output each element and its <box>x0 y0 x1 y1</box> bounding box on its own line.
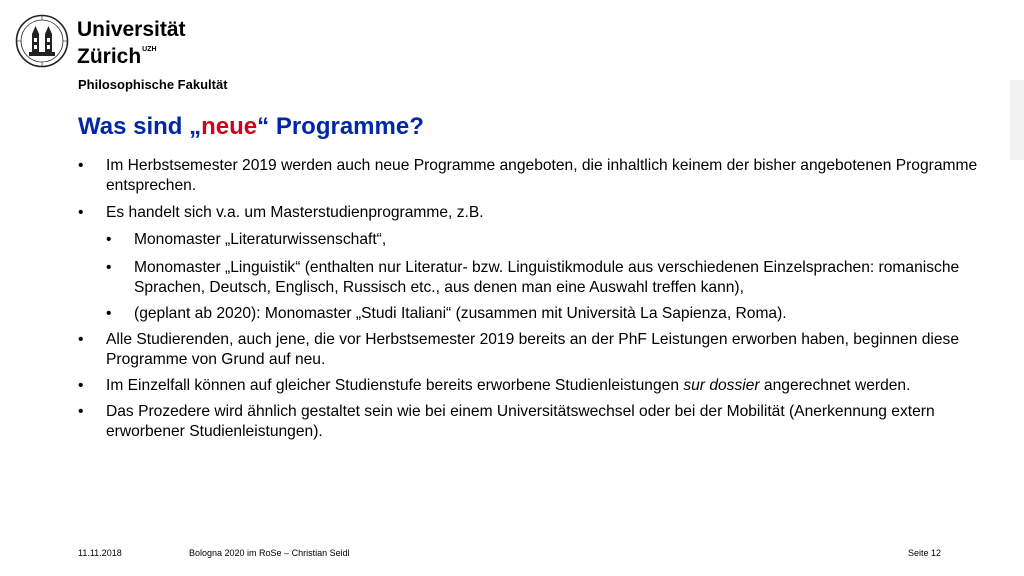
list-item <box>78 156 988 196</box>
list-item-text-italic: sur dossier <box>683 377 760 394</box>
list-item-text-part: angerechnet werden. <box>759 377 911 394</box>
bullet-marker: • <box>78 377 84 394</box>
list-item <box>78 376 988 396</box>
list-item <box>78 304 988 324</box>
list-item-text: Das Prozedere wird ähnlich gestaltet sein wie bei einem Universitätswechsel oder bei der Mobilität (Anerkennung extern erworbener Studienleistungen). <box>106 403 935 440</box>
list-item-text <box>106 376 988 396</box>
university-seal-icon <box>15 14 69 68</box>
list-item <box>78 230 988 250</box>
university-abbrev: UZH <box>142 46 157 53</box>
footer-page-number: Seite 12 <box>908 548 942 558</box>
bullet-marker: • <box>78 204 84 221</box>
bullet-marker: • <box>106 305 112 322</box>
list-item-text: Im Herbstsemester 2019 werden auch neue Programme angeboten, die inhaltlich keinem der bisher angebotenen Programme entsprechen. <box>106 157 978 194</box>
university-city <box>77 42 157 69</box>
list-item-text: (geplant ab 2020): Monomaster „Studi Italiani“ (zusammen mit Università La Sapienza, Roma). <box>134 305 787 322</box>
list-item-text: Alle Studierenden, auch jene, die vor Herbstsemester 2019 bereits an der PhF Leistungen erworben haben, beginnen diese Programme von Grund auf neu. <box>106 331 960 368</box>
list-item-text: Monomaster „Literaturwissenschaft“, <box>134 231 387 248</box>
bullet-marker: • <box>106 259 112 276</box>
list-item-text: Monomaster „Linguistik“ (enthalten nur Literatur- bzw. Linguistikmodule aus verschiedenen Einzelsprachen: romanische Sprachen, Deutsch, Englisch, Russisch etc., aus denen man eine Auswahl treffen kann), <box>134 259 960 296</box>
list-item-text-part: Im Einzelfall können auf gleicher Studienstufe bereits erworbene Studienleistungen <box>106 377 684 394</box>
footer-title: Bologna 2020 im RoSe – Christian Seidl <box>189 548 350 558</box>
list-item <box>78 203 988 223</box>
list-item <box>78 330 988 370</box>
uzh-logo <box>15 14 186 70</box>
university-city-text: Zürich <box>77 45 142 68</box>
bullet-marker: • <box>78 403 84 420</box>
list-item <box>78 258 988 298</box>
slide-title <box>78 113 424 141</box>
faculty-name: Philosophische Fakultät <box>78 77 228 92</box>
footer-date: 11.11.2018 <box>78 548 122 558</box>
university-name: Universität <box>77 18 186 41</box>
list-item-text: Es handelt sich v.a. um Masterstudienprogramme, z.B. <box>106 204 484 221</box>
title-highlight: neue <box>201 113 258 140</box>
title-suffix: “ Programme? <box>257 113 424 140</box>
bullet-marker: • <box>78 157 84 174</box>
list-item <box>78 402 988 442</box>
bullet-list <box>78 156 988 442</box>
slide-edge-bar <box>1010 80 1024 160</box>
title-prefix: Was sind „ <box>78 113 202 140</box>
bullet-marker: • <box>106 231 112 248</box>
bullet-marker: • <box>78 331 84 348</box>
